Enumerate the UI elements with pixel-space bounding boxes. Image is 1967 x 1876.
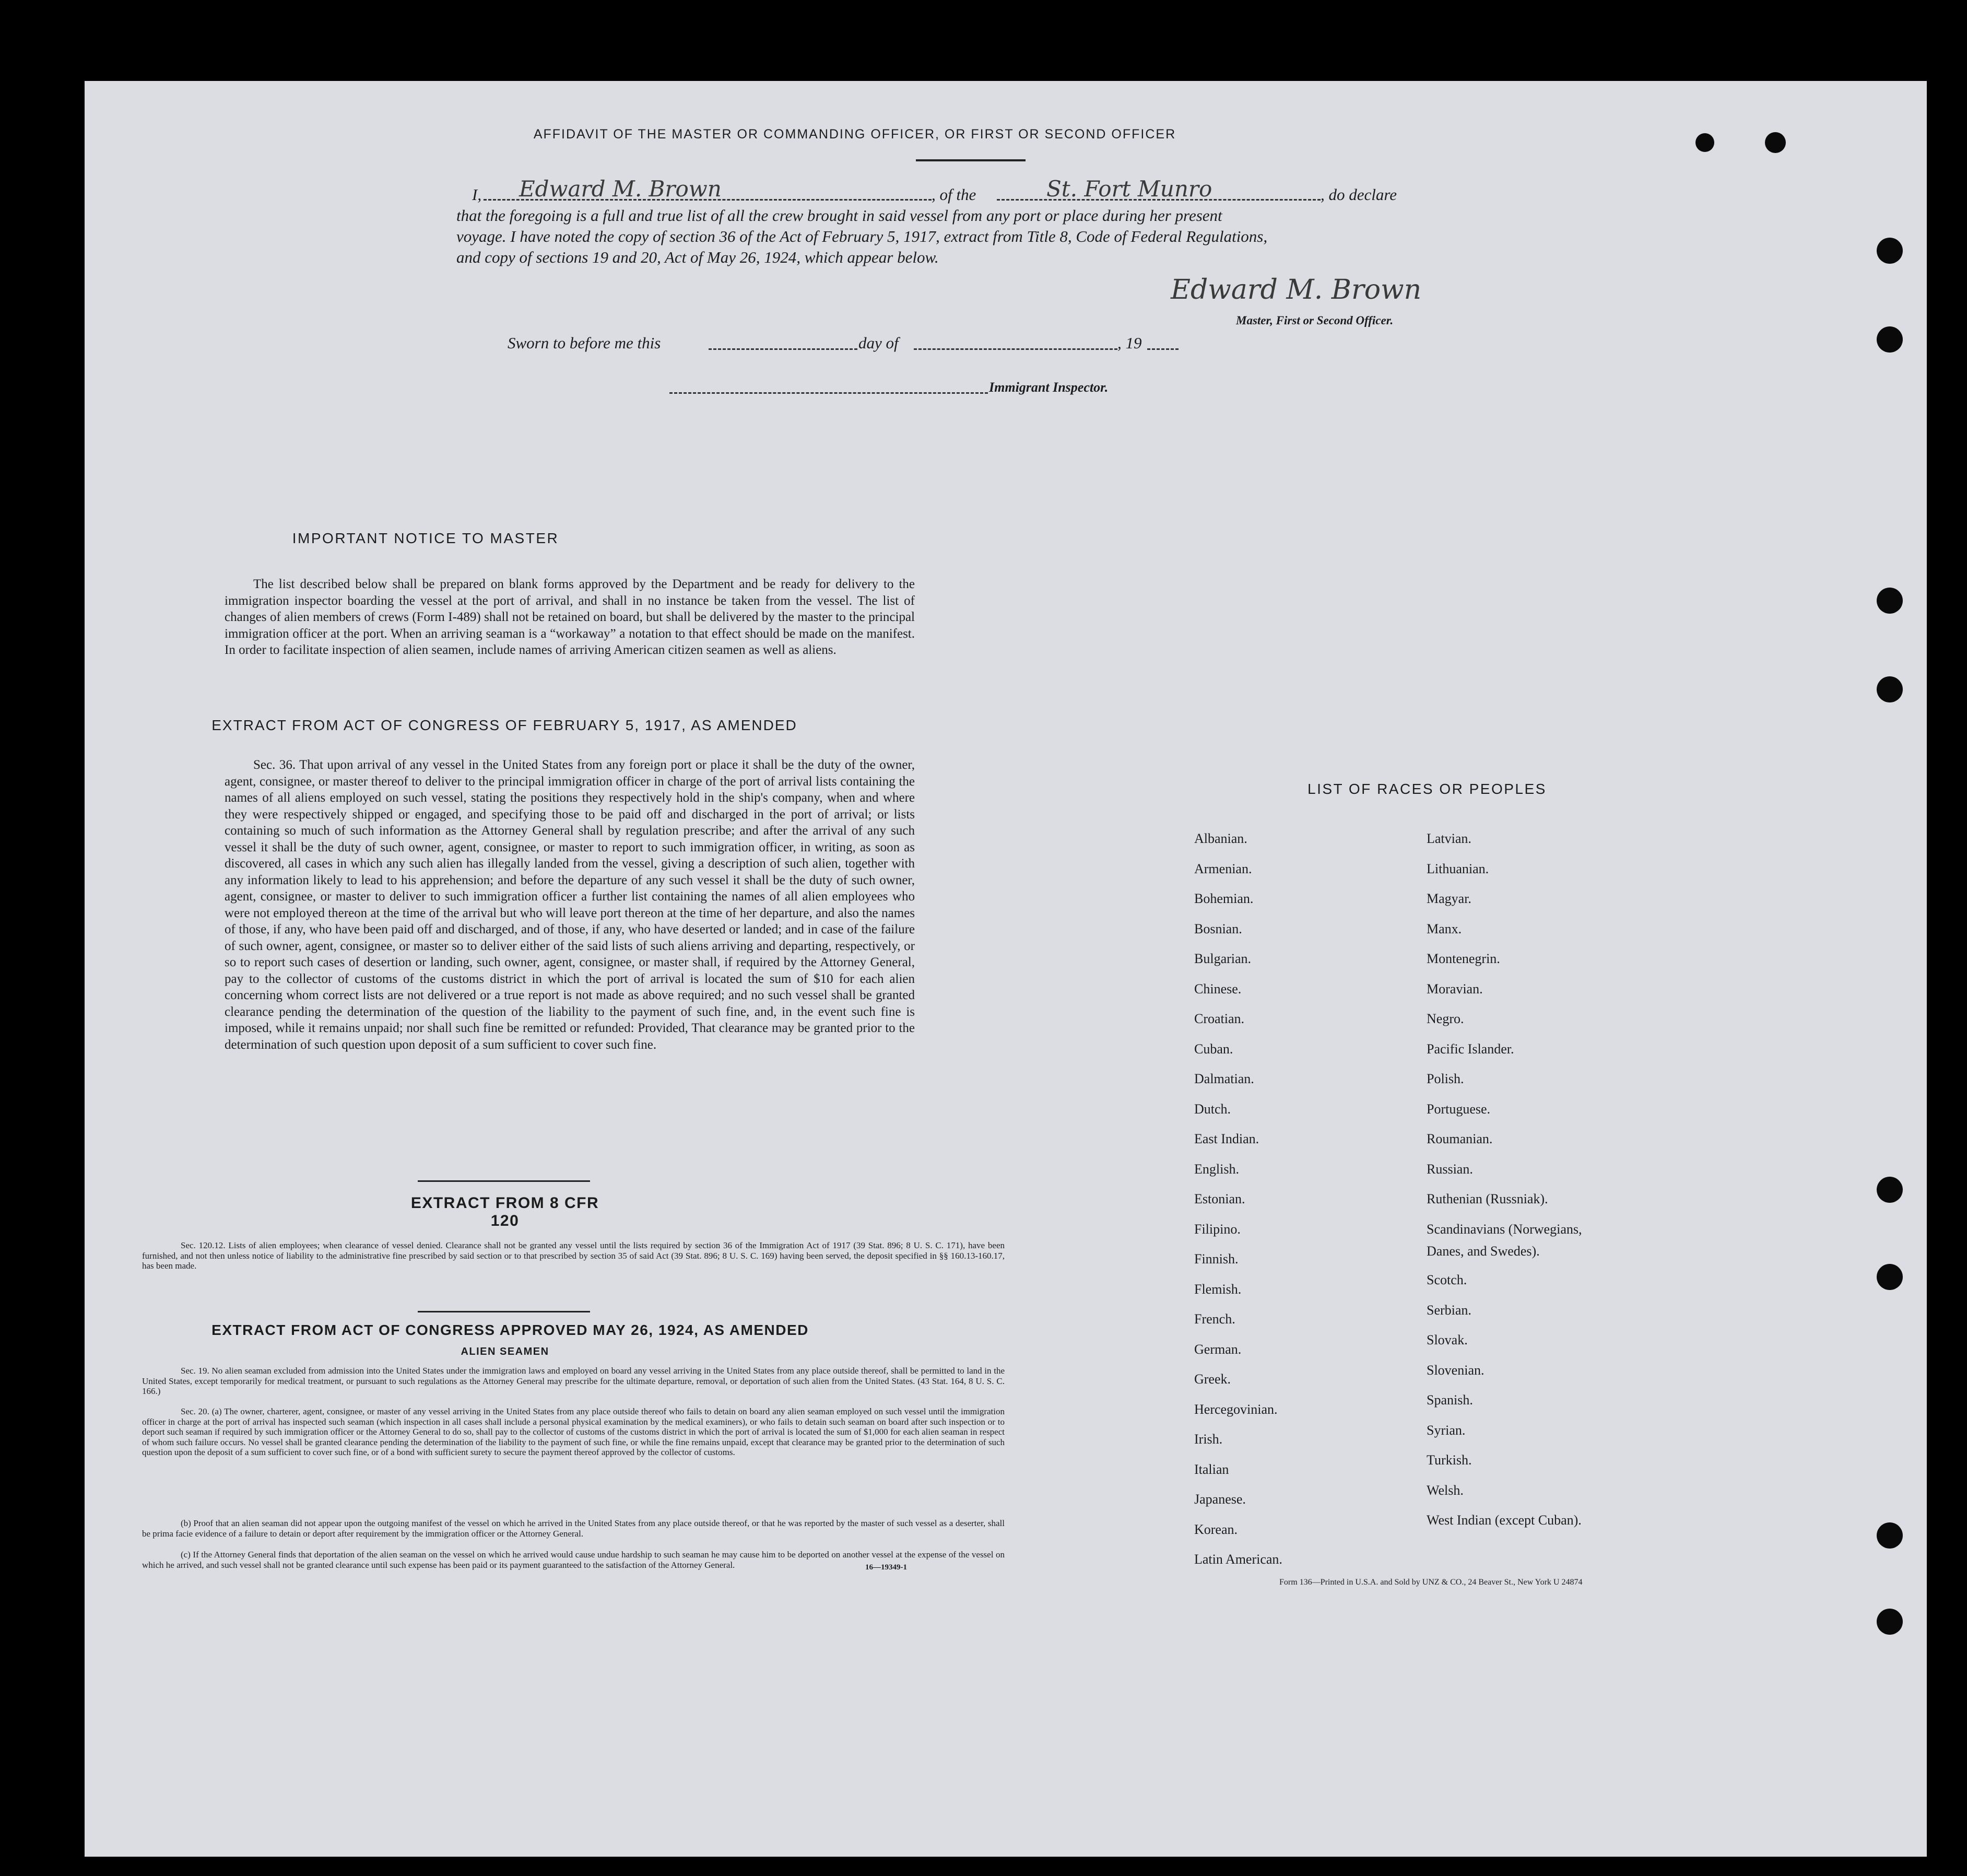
race-item: Scotch. <box>1427 1272 1467 1287</box>
binder-hole <box>1877 1522 1903 1549</box>
race-item: Filipino. <box>1194 1221 1241 1237</box>
binder-hole <box>1765 132 1786 153</box>
binder-hole <box>1877 1177 1903 1203</box>
race-item: Ruthenian (Russniak). <box>1427 1191 1548 1206</box>
race-item: Syrian. <box>1427 1422 1466 1438</box>
race-item: Dalmatian. <box>1194 1071 1254 1086</box>
print-code: 16—19349-1 <box>865 1563 907 1572</box>
race-item: Italian <box>1194 1461 1229 1477</box>
extract-1917-text: Sec. 36. That upon arrival of any vessel in the United States from any foreign port or place it shall be the duty of the owner, agent, consignee, or master thereof to deliver to the principal immigration officer in charge of the port of arrival lists containing the names of all aliens employed on such vessel, stating the positions they respectively hold in the ship's company, when and where they were respectively shipped or engaged, and specifying those to be paid off and discharged in the port of arrival; or lists containing so much of such information as the Attorney General shall by regulation prescribe; and after the arrival of any such vessel it shall be the duty of such owner, agent, consignee, or master to report to such immigration officer, in writing, as soon as discovered, all cases in which any such alien has illegally landed from the vessel, giving a description of such alien, together with any information likely to lead to his apprehension; and before the departure of any such vessel it shall be the duty of such owner, agent, consignee, or master to deliver to such immigration officer a further list containing the names of all alien employees who were not employed thereon at the time of the arrival but who will leave port thereon at the time of her departure, and also the names of those, if any, who have been paid off and discharged, and of those, if any, who have deserted or landed; and in case of the failure of such owner, agent, consignee, or master so to deliver either of the said lists of such aliens arriving and departing, respectively, or so to report such cases of desertion or landing, such owner, agent, consignee, or master shall, if required by the Attorney General, pay to the collector of customs of the customs district in which the port of arrival is located the sum of $10 for each alien concerning whom correct lists are not delivered or a true report is not made as above required; and no such vessel shall be granted clearance pending the determination of the question of the liability to the payment of such fine, and, in the event such fine is imposed, while it remains unpaid; nor shall such fine be remitted or refunded: Provided, That clearance may be granted prior to the determination of such question upon deposit of a sum sufficient to cover such fine. <box>225 758 915 1052</box>
alien-seamen-subheading: ALIEN SEAMEN <box>461 1346 549 1357</box>
title-divider <box>916 159 1026 161</box>
race-item: Estonian. <box>1194 1191 1245 1206</box>
binder-hole <box>1877 1609 1903 1635</box>
race-item: German. <box>1194 1341 1242 1357</box>
race-item: Greek. <box>1194 1371 1231 1387</box>
affidavit-suffix: , do declare <box>1321 185 1397 204</box>
inspector-caption: Immigrant Inspector. <box>989 380 1109 395</box>
extract-1917-heading: EXTRACT FROM ACT OF CONGRESS OF FEBRUARY 5, 1917, AS AMENDED <box>211 717 797 733</box>
race-item: Polish. <box>1427 1071 1464 1086</box>
race-item: Montenegrin. <box>1427 951 1500 966</box>
race-item: West Indian (except Cuban). <box>1427 1512 1582 1528</box>
race-item: Cuban. <box>1194 1041 1233 1057</box>
sworn-day-label: day of <box>858 334 899 352</box>
race-item: Flemish. <box>1194 1281 1242 1297</box>
extract-1924-heading: EXTRACT FROM ACT OF CONGRESS APPROVED MAY 26, 1924, AS AMENDED <box>211 1322 809 1338</box>
divider <box>418 1180 590 1182</box>
race-item: Croatian. <box>1194 1011 1245 1026</box>
race-item: Japanese. <box>1194 1492 1246 1507</box>
affidavit-mid: , of the <box>932 185 976 204</box>
affidavit-line3: voyage. I have noted the copy of section 36 of the Act of February 5, 1917, extract from Title 8, Code of Federal Regulations, <box>456 227 1268 245</box>
form-imprint: Form 136—Printed in U.S.A. and Sold by UNZ & CO., 24 Beaver St., New York U 24874 <box>1279 1578 1583 1587</box>
sworn-year-field <box>1147 348 1179 350</box>
race-item: Lithuanian. <box>1427 861 1489 876</box>
race-item: French. <box>1194 1311 1235 1327</box>
inspector-signature-field <box>669 392 988 394</box>
binder-hole <box>1877 1264 1903 1290</box>
affidavit-title: AFFIDAVIT OF THE MASTER OR COMMANDING OFFICER, OR FIRST OR SECOND OFFICER <box>533 127 1176 142</box>
affidavit-prefix: I, <box>472 185 482 204</box>
race-item: Hercegovinian. <box>1194 1401 1278 1417</box>
race-item: Armenian. <box>1194 861 1252 876</box>
race-item: Albanian. <box>1194 831 1247 846</box>
race-item: Magyar. <box>1427 891 1471 906</box>
race-item: Chinese. <box>1194 981 1242 996</box>
signatory-name: Edward M. Brown <box>519 176 722 202</box>
sworn-line <box>508 334 1291 357</box>
race-item: Manx. <box>1427 921 1462 936</box>
binder-hole <box>1877 326 1903 353</box>
extract-cfr-text: Sec. 120.12. Lists of alien employees; when clearance of vessel denied. Clearance shall not be granted any vessel until the lists required by section 36 of the Immigration Act of 1917 (39 Stat. 896; 8 U. S. C. 171), have been furnished, and not then unless notice of liability to the administrative fine prescribed by said section or to that prescribed by section 35 of said Act (39 Stat. 896; 8 U. S. C. 169) having been served, the deposit specified in §§ 160.13-160.17, has been made. <box>142 1240 1005 1271</box>
section-20b-text: (b) Proof that an alien seaman did not appear upon the outgoing manifest of the vessel on which he arrived in the United States from any place outside thereof, or that he was reported by the master of such vessel as a deserter, shall be prima facie evidence of a failure to detain or deport after requirement by the immigration officer or the Attorney General. <box>142 1518 1005 1539</box>
race-item: Russian. <box>1427 1161 1473 1177</box>
affidavit-line4: and copy of sections 19 and 20, Act of May 26, 1924, which appear below. <box>456 248 939 266</box>
sworn-month-field <box>914 348 1117 350</box>
section-19-text: Sec. 19. No alien seaman excluded from admission into the United States under the immigration laws and employed on board any vessel arriving in the United States from any place outside thereof, shall be permitted to land in the United States, except temporarily for medical treatment, or pursuant to such regulations as the Attorney General may prescribe for the ultimate departure, removal, or deportation of such alien from the United States. (43 Stat. 164, 8 U. S. C. 166.) <box>142 1366 1005 1396</box>
race-item: Roumanian. <box>1427 1131 1493 1146</box>
race-item: Korean. <box>1194 1521 1238 1537</box>
divider <box>418 1311 590 1312</box>
race-item: Scandinavians (Norwegians, <box>1427 1221 1582 1237</box>
race-item: Latin American. <box>1194 1552 1282 1567</box>
race-item: Bulgarian. <box>1194 951 1252 966</box>
section-20a-text: Sec. 20. (a) The owner, charterer, agent, consignee, or master of any vessel arriving in the United States from any place outside thereof who fails to detain on board any alien seaman employed on such vessel until the immigration officer in charge at the port of arrival has inspected such seaman (which inspection in all cases shall include a personal physical examination by the medical examiners), or who fails to detain such seaman on board after such inspection or to deport such seaman if required by such immigration officer or the Attorney General to do so, shall pay to the collector of customs of the customs district in which the port of arrival is located the sum of $1,000 for each alien seaman in respect of whom such failure occurs. No vessel shall be granted clearance pending the determination of the liability to the payment of such fine, or while the fine remains unpaid, except that clearance may be granted prior to the determination of such question upon the deposit of a sum sufficient to cover such fine, or of a bond with sufficient surety to secure the payment thereof approved by the collector of customs. <box>142 1406 1005 1457</box>
race-item: Irish. <box>1194 1432 1223 1447</box>
race-item: Bosnian. <box>1194 921 1242 936</box>
race-item: Slovak. <box>1427 1332 1468 1347</box>
binder-hole <box>1877 238 1903 264</box>
race-item: Latvian. <box>1427 831 1471 846</box>
sworn-prefix: Sworn to before me this <box>508 334 661 352</box>
race-item: Slovenian. <box>1427 1362 1485 1378</box>
binder-hole <box>1877 676 1903 702</box>
master-signature: Edward M. Brown <box>1171 274 1422 306</box>
signature-caption: Master, First or Second Officer. <box>1236 314 1394 327</box>
binder-hole <box>1877 588 1903 614</box>
binder-hole <box>1695 133 1714 152</box>
notice-heading: IMPORTANT NOTICE TO MASTER <box>292 530 559 546</box>
race-item: English. <box>1194 1161 1239 1177</box>
race-item: Dutch. <box>1194 1101 1231 1117</box>
race-item: Moravian. <box>1427 981 1483 996</box>
race-item-continuation: Danes, and Swedes). <box>1427 1244 1540 1259</box>
manifest-back-page <box>85 81 1927 1857</box>
affidavit-line2: that the foregoing is a full and true list of all the crew brought in said vessel from any port or place during her present <box>456 206 1222 225</box>
vessel-name: St. Fort Munro <box>1046 176 1212 202</box>
race-item: Turkish. <box>1427 1452 1472 1468</box>
sworn-day-field <box>709 348 857 350</box>
section-20c-text: (c) If the Attorney General finds that deportation of the alien seaman on the vessel on which he arrived would cause undue hardship to such seaman he may cause him to be deported on another vessel at the expense of the vessel on which he arrived, and such vessel shall not be granted clearance until such expense has been paid or its payment guaranteed to the satisfaction of the Attorney General. <box>142 1550 1005 1570</box>
race-item: East Indian. <box>1194 1131 1259 1146</box>
race-item: Pacific Islander. <box>1427 1041 1514 1057</box>
race-item: Serbian. <box>1427 1302 1471 1318</box>
sworn-year-label: , 19 <box>1117 334 1142 352</box>
race-item: Portuguese. <box>1427 1101 1491 1117</box>
race-item: Bohemian. <box>1194 891 1254 906</box>
race-item: Negro. <box>1427 1011 1464 1026</box>
notice-text: The list described below shall be prepared on blank forms approved by the Department and be ready for delivery to the immigration inspector boarding the vessel at the port of arrival, and shall in no instance be taken from the vessel. The list of changes of alien members of crews (Form I-489) shall not be retained on board, but shall be delivered by the master to the principal immigration officer at the port. When an arriving seaman is a “workaway” a notation to that effect should be made on the manifest. In order to facilitate inspection of alien seamen, include names of arriving American citizen seamen as well as aliens. <box>225 577 915 657</box>
extract-cfr-heading: EXTRACT FROM 8 CFR 120 <box>410 1194 599 1229</box>
race-item: Welsh. <box>1427 1482 1464 1498</box>
race-item: Finnish. <box>1194 1251 1239 1267</box>
races-heading: LIST OF RACES OR PEOPLES <box>1308 781 1547 797</box>
race-item: Spanish. <box>1427 1392 1473 1408</box>
